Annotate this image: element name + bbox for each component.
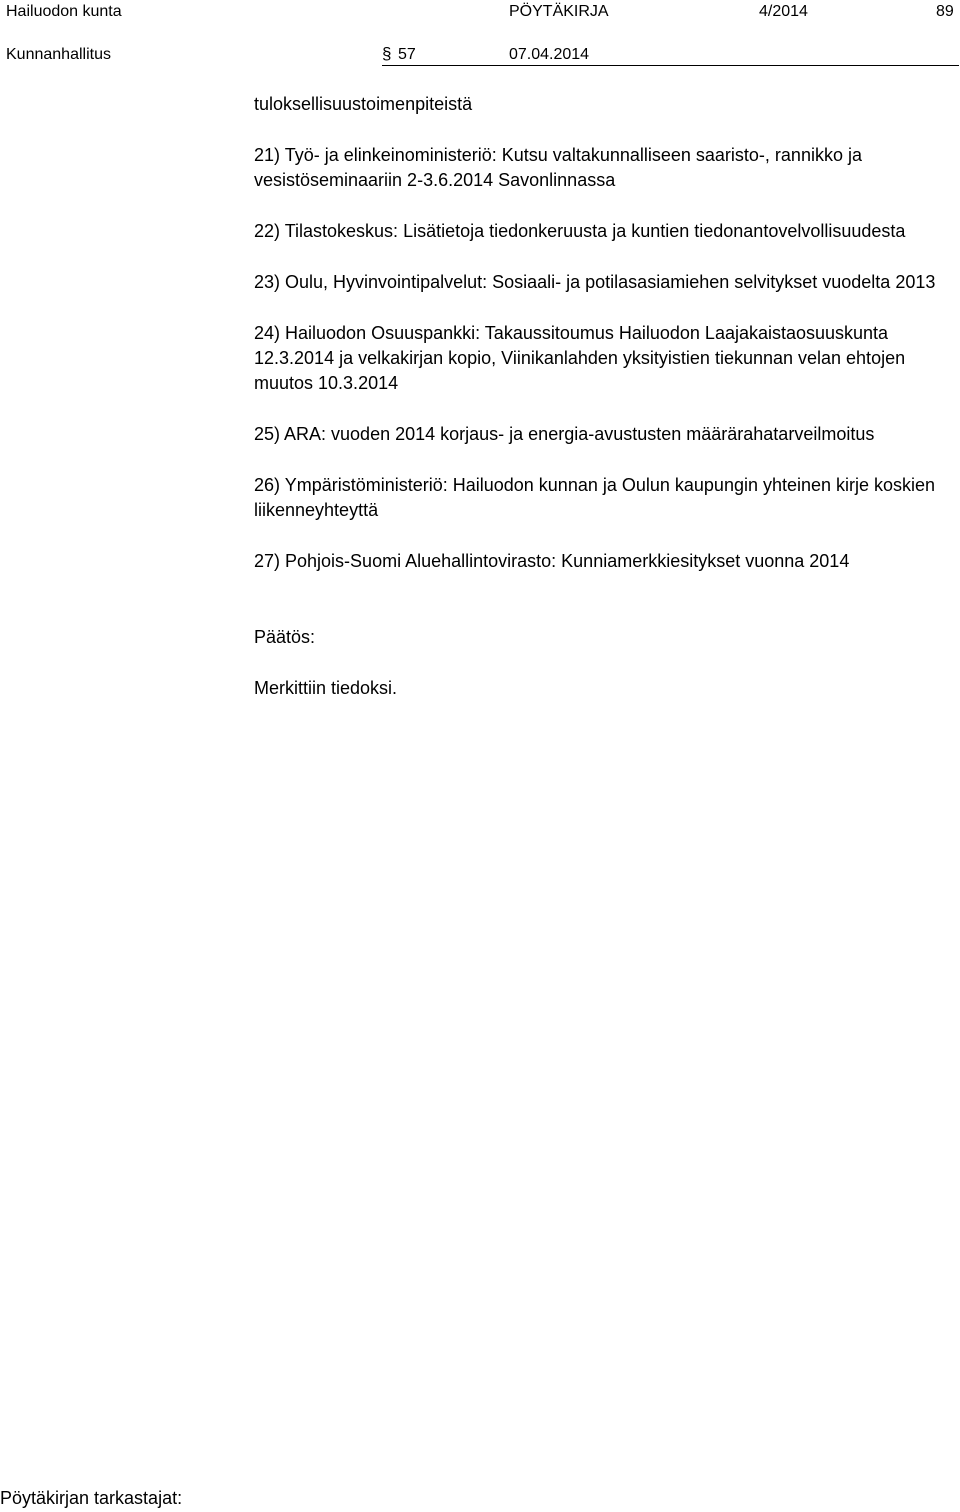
list-item: 24) Hailuodon Osuuspankki: Takaussitoumus Hailuodon Laajakaistaosuuskunta 12.3.2014 ja velkakirjan kopio, Viinikanlahden yksityistien tiekunnan velan ehtojen muutos 10.3.2014: [254, 323, 906, 393]
municipality-name: Hailuodon kunta: [6, 3, 122, 20]
section-number: 57: [398, 46, 416, 63]
list-item: 23) Oulu, Hyvinvointipalvelut: Sosiaali- ja potilasasiamiehen selvitykset vuodelta 2013: [254, 272, 936, 292]
page-number: 89: [936, 3, 954, 20]
section-symbol: §: [382, 44, 392, 63]
reviewers-label: Pöytäkirjan tarkastajat:: [0, 1488, 183, 1508]
list-item: 22) Tilastokeskus: Lisätietoja tiedonkeruusta ja kuntien tiedonantovelvollisuudesta: [254, 221, 906, 241]
decision-label: Päätös:: [254, 627, 316, 647]
list-item: 26) Ympäristöministeriö: Hailuodon kunnan ja Oulun kaupungin yhteinen kirje koskien liikenneyhteyttä: [254, 475, 936, 520]
decision-text: Merkittiin tiedoksi.: [254, 678, 398, 698]
list-item: 27) Pohjois-Suomi Aluehallintovirasto: Kunniamerkkiesitykset vuonna 2014: [254, 551, 850, 571]
list-item: 21) Työ- ja elinkeinoministeriö: Kutsu valtakunnalliseen saaristo-, rannikko ja vesistöseminaariin 2-3.6.2014 Savonlinnassa: [254, 145, 862, 190]
document-body: [254, 92, 959, 701]
header-rule: [382, 65, 959, 66]
document-number: 4/2014: [759, 3, 808, 20]
continued-text: tuloksellisuustoimenpiteistä: [254, 94, 473, 114]
document-type: PÖYTÄKIRJA: [509, 3, 609, 20]
meeting-date: 07.04.2014: [509, 46, 590, 63]
governing-body: Kunnanhallitus: [6, 46, 111, 63]
list-item: 25) ARA: vuoden 2014 korjaus- ja energia-avustusten määrärahatarveilmoitus: [254, 424, 875, 444]
